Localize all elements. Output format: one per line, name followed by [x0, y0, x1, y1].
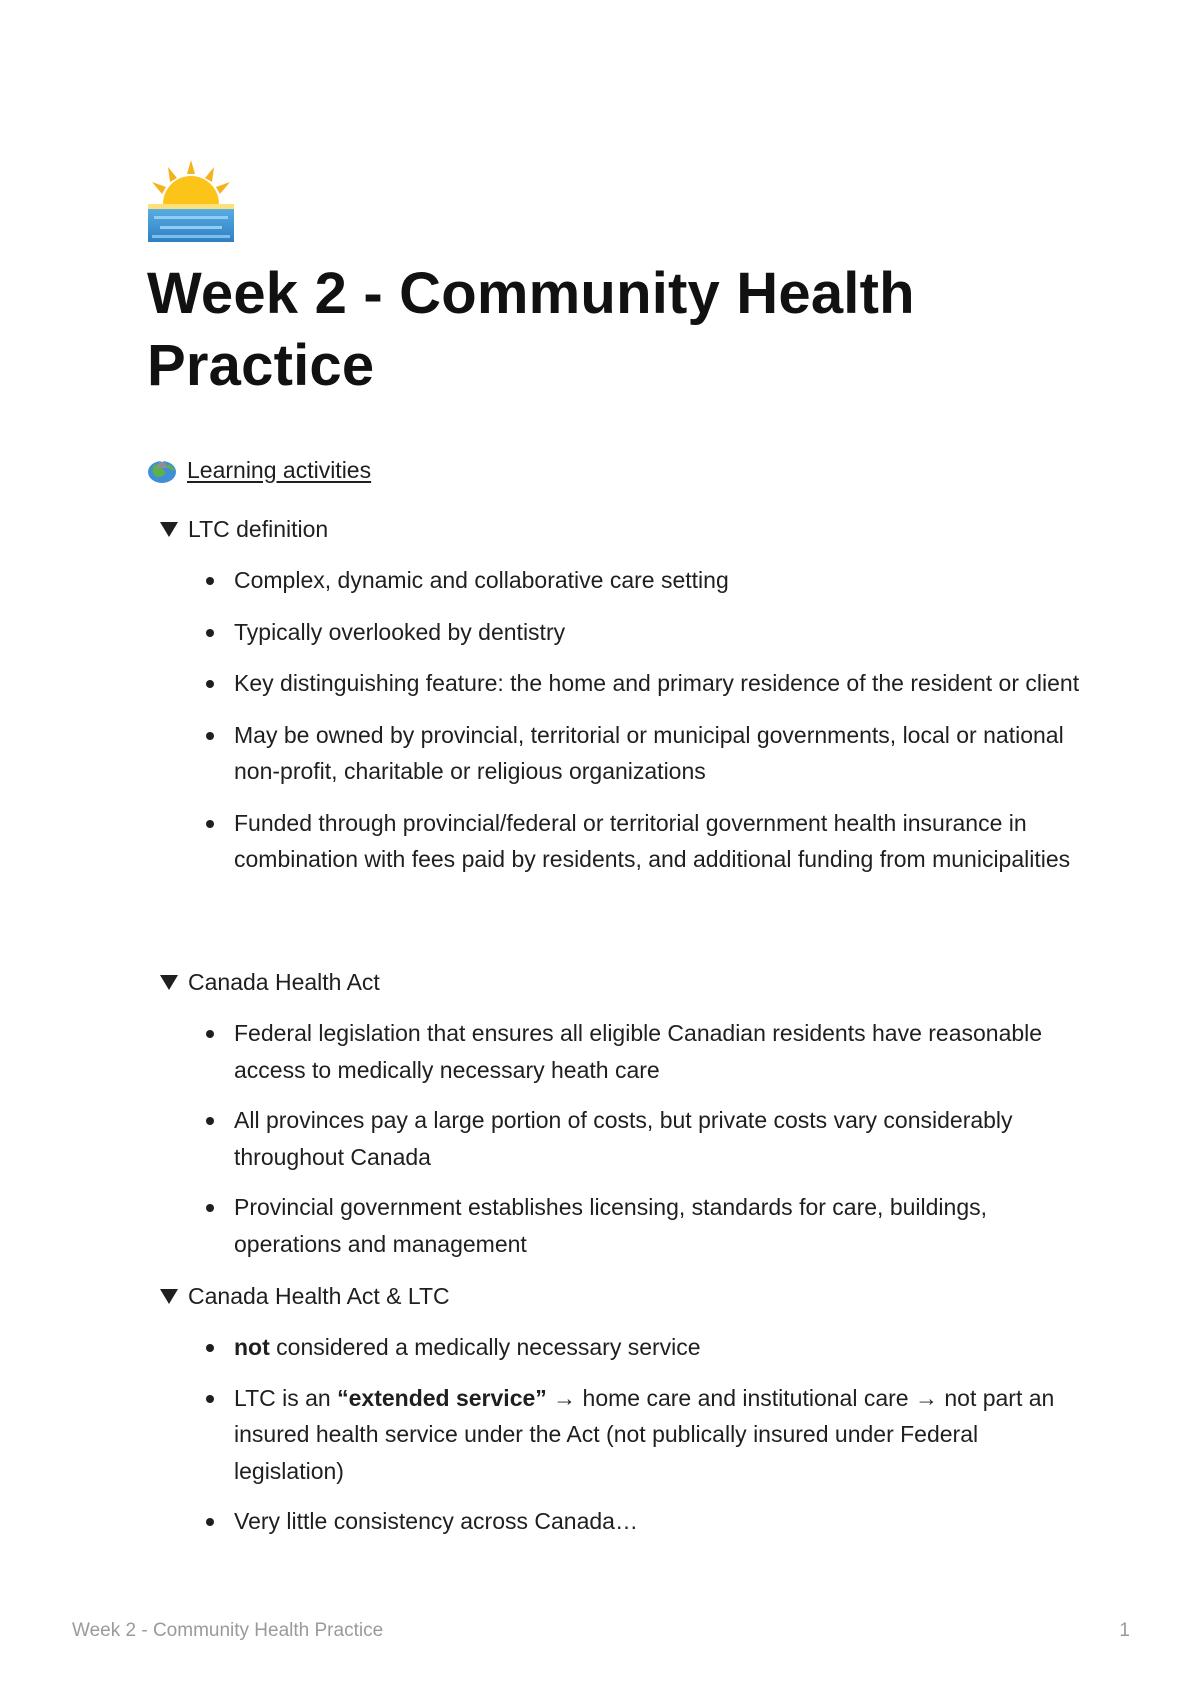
sunrise-icon — [148, 160, 234, 242]
toggle-canada-health-act[interactable] — [160, 967, 380, 997]
learning-activities-link[interactable] — [147, 454, 371, 486]
list-item: Complex, dynamic and collaborative care setting — [204, 562, 1084, 599]
toggle-ltc-definition[interactable] — [160, 514, 328, 544]
list-item: Federal legislation that ensures all eligible Canadian residents have reasonable access to medically necessary heath care — [204, 1015, 1084, 1088]
list-item: May be owned by provincial, territorial or municipal governments, local or national non-profit, charitable or religious organizations — [204, 717, 1084, 790]
toggle-heading: Canada Health Act — [188, 968, 380, 995]
list-item: not considered a medically necessary service — [204, 1329, 1084, 1366]
list-item: Very little consistency across Canada… — [204, 1503, 1084, 1540]
toggle-canada-health-act-ltc[interactable] — [160, 1281, 450, 1311]
list-item: LTC is an “extended service” → home care and institutional care → not part an insured health service under the Act (not publically insured under Federal legislation) — [204, 1380, 1084, 1490]
learning-activities-label[interactable]: Learning activities — [187, 456, 372, 483]
page-number: 1 — [1119, 1620, 1130, 1641]
list-item: Provincial government establishes licensing, standards for care, buildings, operations and management — [204, 1189, 1084, 1262]
triangle-down-icon — [160, 975, 178, 990]
list-item: Typically overlooked by dentistry — [204, 614, 1084, 651]
footer-title: Week 2 - Community Health Practice — [72, 1620, 384, 1641]
toggle-heading: LTC definition — [188, 515, 329, 542]
list-item: All provinces pay a large portion of costs, but private costs vary considerably throughout Canada — [204, 1102, 1084, 1175]
canada-health-act-list — [204, 1015, 1084, 1262]
globe-icon — [147, 456, 177, 484]
ltc-definition-list — [204, 562, 1084, 878]
list-item: Funded through provincial/federal or territorial government health insurance in combination with fees paid by residents, and additional funding from municipalities — [204, 805, 1084, 878]
triangle-down-icon — [160, 522, 178, 537]
canada-health-act-ltc-list — [204, 1329, 1084, 1540]
triangle-down-icon — [160, 1289, 178, 1304]
page-title: Week 2 - Community Health Practice — [147, 261, 915, 398]
list-item: Key distinguishing feature: the home and primary residence of the resident or client — [204, 665, 1084, 702]
toggle-heading: Canada Health Act & LTC — [188, 1282, 450, 1309]
